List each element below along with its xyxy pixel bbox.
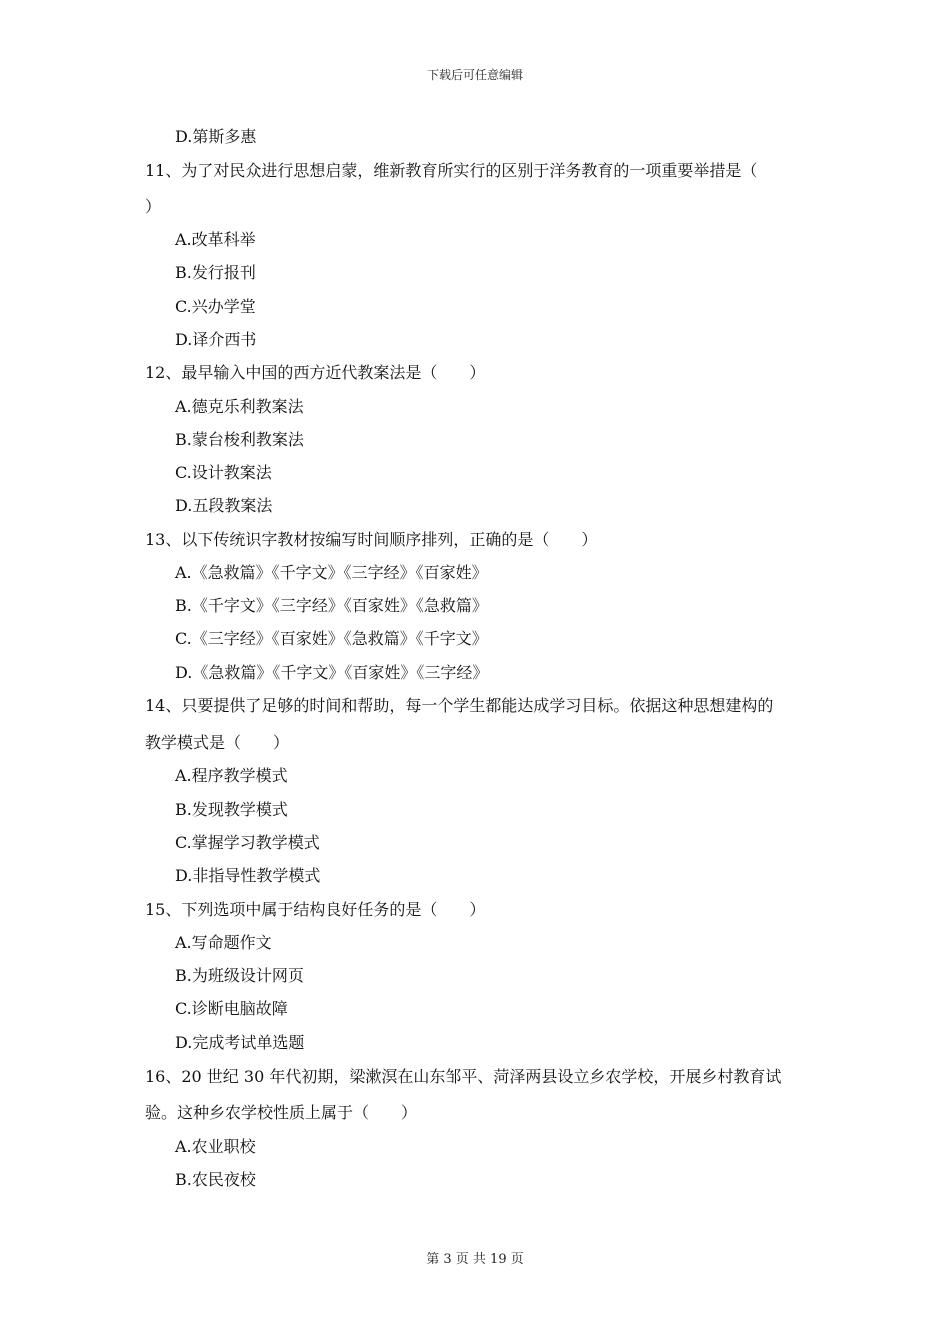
question-line: 教学模式是（ ） [145,733,290,752]
option-line: D.非指导性教学模式 [175,866,321,885]
option-line: C.《三字经》《百家姓》《急救篇》《千字文》 [175,629,488,648]
option-line: B.《千字文》《三字经》《百家姓》《急救篇》 [175,596,488,615]
option-line: D.第斯多惠 [175,127,257,146]
option-line: C.设计教案法 [175,463,272,482]
question-line: 13、以下传统识字教材按编写时间顺序排列，正确的是（ ） [145,530,598,549]
option-line: A.改革科举 [175,230,256,249]
option-line: B.农民夜校 [175,1170,256,1189]
option-line: A.德克乐利教案法 [175,397,304,416]
option-line: B.发现教学模式 [175,800,288,819]
option-line: C.诊断电脑故障 [175,999,288,1018]
option-line: C.掌握学习教学模式 [175,833,320,852]
page-footer: 第 3 页 共 19 页 [426,1252,524,1267]
question-line: ） [145,197,162,216]
question-line: 14、只要提供了足够的时间和帮助，每一个学生都能达成学习目标。依据这种思想建构的 [145,696,774,715]
question-line: 16、20 世纪 30 年代初期，梁漱溟在山东邹平、菏泽两县设立乡农学校，开展乡村教育试 [145,1067,782,1086]
option-line: B.为班级设计网页 [175,966,304,985]
option-line: A.农业职校 [175,1137,256,1156]
page-header: 下载后可任意编辑 [426,68,523,82]
question-line: 12、最早输入中国的西方近代教案法是（ ） [145,363,486,382]
question-line: 15、下列选项中属于结构良好任务的是（ ） [145,900,486,919]
option-line: C.兴办学堂 [175,297,256,316]
option-line: A.写命题作文 [175,933,272,952]
option-line: D.《急救篇》《千字文》《百家姓》《三字经》 [175,663,489,682]
option-line: A.程序教学模式 [175,766,288,785]
question-line: 11、为了对民众进行思想启蒙，维新教育所实行的区别于洋务教育的一项重要举措是（ [145,161,758,180]
option-line: B.发行报刊 [175,263,256,282]
option-line: B.蒙台梭利教案法 [175,430,304,449]
option-line: A.《急救篇》《千字文》《三字经》《百家姓》 [175,563,488,582]
option-line: D.译介西书 [175,330,257,349]
option-line: D.五段教案法 [175,496,273,515]
question-line: 验。这种乡农学校性质上属于（ ） [145,1103,418,1122]
option-line: D.完成考试单选题 [175,1033,305,1052]
